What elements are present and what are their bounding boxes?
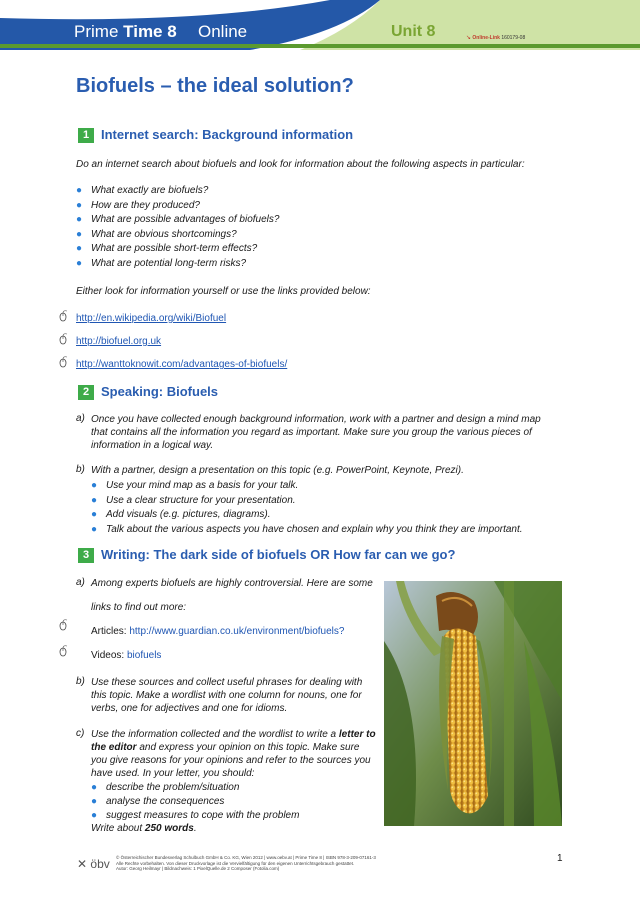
item-text: Use the information collected and the wordlist to write a letter to the editor and express your opinion on this topic. Make sure you give reasons for your opinions and refer to the sources you have used. In your letter, you should: — [91, 729, 376, 779]
mouse-icon — [57, 619, 69, 631]
item-text: links to find out more: — [91, 602, 187, 613]
articles-row — [91, 626, 344, 637]
videos-row — [91, 650, 161, 661]
link-biofuel-org[interactable]: http://biofuel.org.uk — [76, 336, 162, 347]
bullet-icon: ● — [91, 509, 98, 520]
mouse-icon — [57, 356, 69, 368]
list-item: ● Add visuals (e.g. pictures, diagrams). — [91, 509, 271, 520]
brand-title: Prime Time 8 — [74, 22, 177, 41]
intro-text: Do an internet search about biofuels and look for information about the following aspects in particular: — [76, 159, 525, 170]
item-text: Use these sources and collect useful phrases for dealing with this topic. Make a wordlist with one column for nouns, one for verbs, one for adjectives and one for idioms. — [91, 677, 363, 714]
section-title: Writing: The dark side of biofuels OR How far can we go? — [101, 547, 456, 562]
section-title: Internet search: Background information — [101, 127, 354, 142]
online-link[interactable]: ↘ Online-Link 160179-08 — [466, 35, 526, 41]
list-item: ● What are obvious shortcomings? — [76, 229, 237, 240]
list-item: ● How are they produced? — [76, 200, 200, 211]
mouse-icon — [57, 333, 69, 345]
item-label: c) — [76, 728, 85, 739]
link-wanttoknowit[interactable]: http://wanttoknowit.com/advantages-of-biofuels/ — [76, 359, 288, 370]
corn-cob-photo — [384, 581, 562, 826]
bullet-icon: ● — [76, 214, 83, 225]
list-item: ● Talk about the various aspects you have chosen and explain why you think they are important. — [91, 524, 523, 535]
list-item: ● Use a clear structure for your presentation. — [91, 495, 296, 506]
link-wikipedia[interactable]: http://en.wikipedia.org/wiki/Biofuel — [76, 313, 227, 324]
footer-text: © Österreichischer Bundesverlag Schulbuch GmbH & Co. KG, Wien 2012 | www.oebv.at | Prime Time 8 | ISBN 978-3-209-07161-3 Alle Rechte vorbehalten. Von dieser Druckvorlage ist die Vervielfältigung für den eigenen Unterrichtsgebrauch gestattet. Autor: Georg Heilmayr | Bildnachweis: 1 PixelQuelle.de 2 Composer (Fotolia.com) — [116, 855, 376, 871]
links-intro: Either look for information yourself or use the links provided below: — [76, 286, 371, 297]
bullet-icon: ● — [91, 810, 98, 821]
section-number: 3 — [78, 548, 94, 563]
list-item: ● describe the problem/situation — [91, 782, 240, 793]
list-item: ● What are possible short-term effects? — [76, 243, 258, 254]
section-title: Speaking: Biofuels — [101, 384, 219, 399]
word-count-text: Write about 250 words. — [91, 823, 197, 834]
list-item: ● Use your mind map as a basis for your talk. — [91, 480, 299, 491]
item-label: b) — [76, 464, 85, 475]
item-text: Among experts biofuels are highly controversial. Here are some — [91, 578, 373, 589]
arrow-icon: ↘ — [466, 35, 472, 41]
section-number: 1 — [78, 128, 94, 143]
item-text: With a partner, design a presentation on this topic (e.g. PowerPoint, Keynote, Prezi). — [91, 465, 464, 476]
list-item: ● What exactly are biofuels? — [76, 185, 209, 196]
mouse-icon — [57, 310, 69, 322]
bullet-icon: ● — [91, 495, 98, 506]
bullet-icon: ● — [91, 782, 98, 793]
videos-label: Videos: — [91, 650, 125, 661]
page-number: 1 — [557, 853, 563, 864]
online-label: Online — [198, 22, 248, 41]
list-item: ● What are potential long-term risks? — [76, 258, 247, 269]
item-label: b) — [76, 676, 85, 687]
bullet-icon: ● — [76, 185, 83, 196]
mouse-icon — [57, 645, 69, 657]
bullet-icon: ● — [76, 258, 83, 269]
bullet-icon: ● — [76, 229, 83, 240]
articles-label: Articles: — [91, 626, 127, 637]
bullet-icon: ● — [76, 200, 83, 211]
link-videos[interactable]: biofuels — [126, 650, 162, 661]
page-title: Biofuels – the ideal solution? — [76, 75, 354, 97]
list-item: ● analyse the consequences — [91, 796, 225, 807]
bullet-icon: ● — [91, 796, 98, 807]
bullet-icon: ● — [76, 243, 83, 254]
bullet-icon: ● — [91, 524, 98, 535]
bullet-icon: ● — [91, 480, 98, 491]
list-item: ● suggest measures to cope with the problem — [91, 810, 300, 821]
link-guardian[interactable]: http://www.guardian.co.uk/environment/biofuels? — [129, 626, 345, 637]
section-number: 2 — [78, 385, 94, 400]
item-label: a) — [76, 577, 85, 588]
item-text: Once you have collected enough background information, work with a partner and design a mind map that contains all the information you regard as important. Make sure you group the various pieces of information in a logical way. — [91, 414, 541, 451]
item-label: a) — [76, 413, 85, 424]
publisher-logo: ✕ öbv — [77, 857, 110, 871]
header-banner — [0, 0, 640, 50]
unit-label: Unit 8 — [391, 23, 436, 40]
list-item: ● What are possible advantages of biofuels? — [76, 214, 280, 225]
